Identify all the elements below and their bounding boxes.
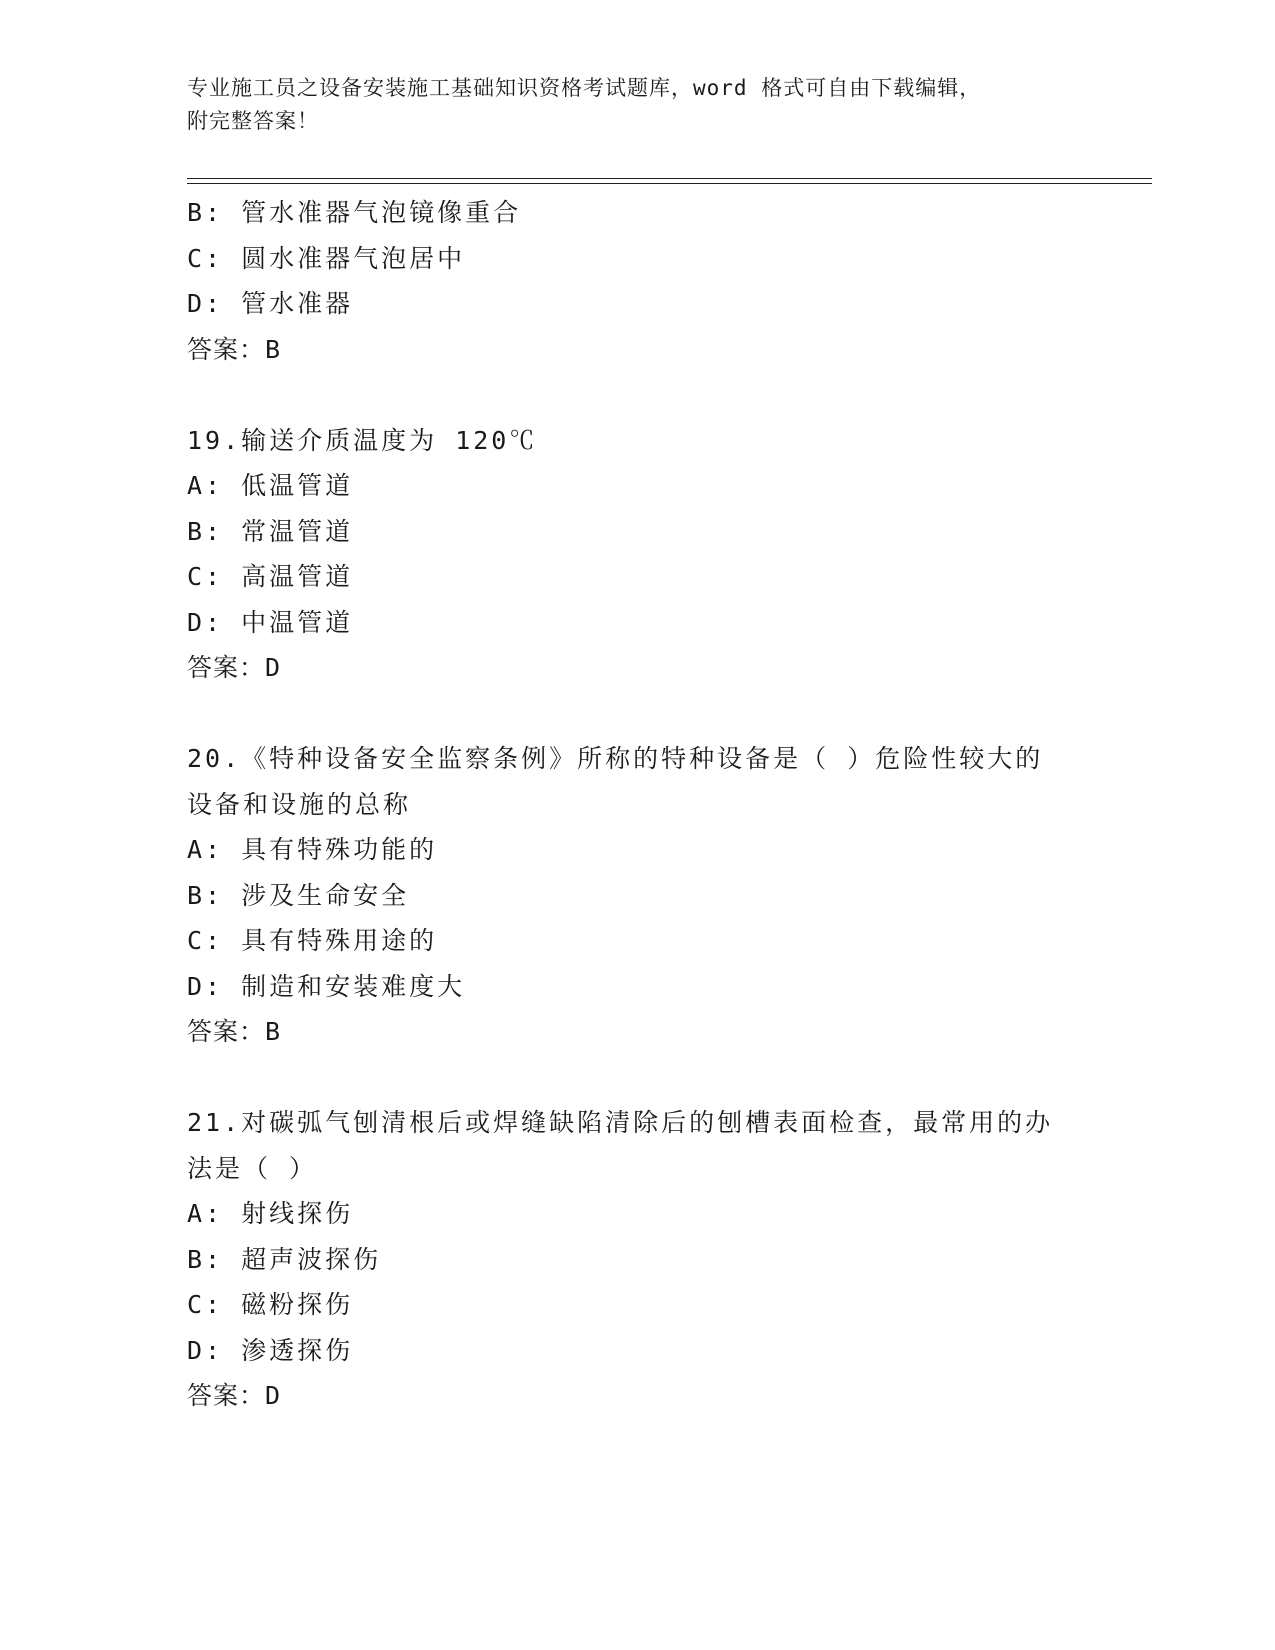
question-text-line-2: 法是（ ） bbox=[187, 1153, 318, 1183]
header-line-1: 专业施工员之设备安装施工基础知识资格考试题库，word 格式可自由下载编辑， bbox=[187, 76, 982, 100]
question-text-line-1: 21.对碳弧气刨清根后或焊缝缺陷清除后的刨槽表面检查，最常用的办 bbox=[187, 1108, 1054, 1137]
answer-line: 答案：B bbox=[187, 1017, 282, 1046]
question-text-line-1: 20.《特种设备安全监察条例》所称的特种设备是（ ）危险性较大的 bbox=[187, 744, 1044, 773]
question-block-21 bbox=[187, 1100, 1087, 1419]
header-divider-top bbox=[187, 178, 1152, 179]
document-header bbox=[187, 72, 1067, 138]
option-b: B: 涉及生命安全 bbox=[187, 880, 410, 910]
spacer bbox=[187, 1055, 1087, 1101]
option-b: B: 超声波探伤 bbox=[187, 1244, 382, 1274]
spacer bbox=[187, 691, 1087, 737]
question-text: 19.输送介质温度为 120℃ bbox=[187, 425, 538, 455]
option-c: C: 高温管道 bbox=[187, 562, 354, 591]
question-block-19 bbox=[187, 418, 1087, 691]
option-d: D: 制造和安装难度大 bbox=[187, 971, 466, 1001]
header-divider-bottom bbox=[187, 183, 1152, 184]
option-d: D: 渗透探伤 bbox=[187, 1335, 354, 1365]
question-block-20 bbox=[187, 736, 1087, 1055]
option-b: B: 常温管道 bbox=[187, 516, 354, 546]
answer-line: 答案：D bbox=[187, 1381, 282, 1410]
answer-line: 答案：D bbox=[187, 653, 282, 682]
option-d: D: 中温管道 bbox=[187, 607, 354, 637]
question-text-line-2: 设备和设施的总称 bbox=[187, 789, 412, 819]
option-c: C: 具有特殊用途的 bbox=[187, 926, 438, 955]
option-a: A: 低温管道 bbox=[187, 471, 354, 500]
option-b: B: 管水准器气泡镜像重合 bbox=[187, 198, 522, 227]
option-c: C: 圆水准器气泡居中 bbox=[187, 243, 466, 273]
option-a: A: 具有特殊功能的 bbox=[187, 835, 438, 864]
option-a: A: 射线探伤 bbox=[187, 1199, 354, 1228]
header-line-2: 附完整答案！ bbox=[187, 109, 319, 133]
question-list bbox=[187, 190, 1087, 1419]
question-block-18 bbox=[187, 190, 1087, 372]
option-d: D: 管水准器 bbox=[187, 289, 354, 318]
answer-line: 答案：B bbox=[187, 334, 282, 364]
spacer bbox=[187, 372, 1087, 418]
option-c: C: 磁粉探伤 bbox=[187, 1290, 354, 1319]
